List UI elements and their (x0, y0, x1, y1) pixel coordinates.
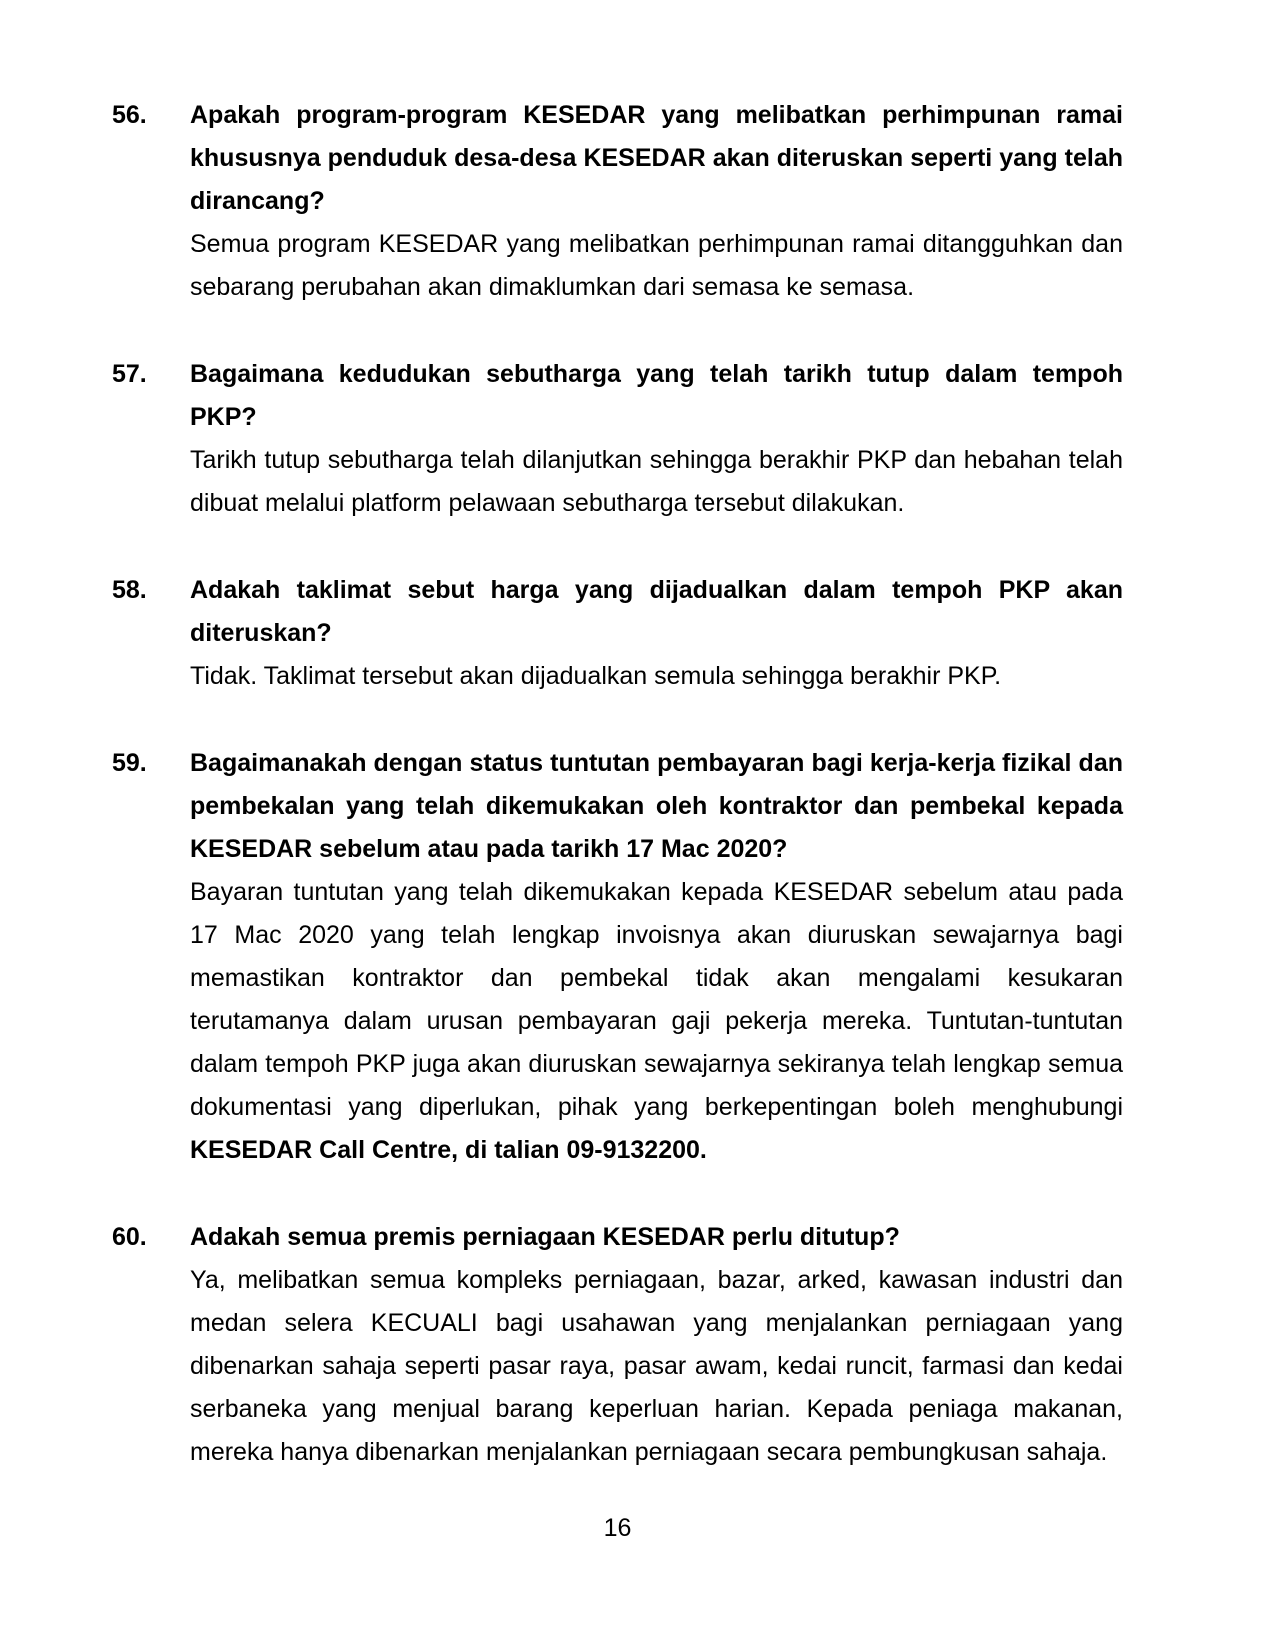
faq-answer-text: Tarikh tutup sebutharga telah dilanjutkan sehingga berakhir PKP dan hebahan telah dibuat melalui platform pelawaan sebutharga tersebut dilakukan. (190, 446, 1123, 517)
faq-question: Adakah semua premis perniagaan KESEDAR perlu ditutup? (190, 1223, 900, 1251)
faq-answer (190, 655, 1123, 698)
faq-item-number: 56. (112, 101, 147, 129)
faq-list (112, 94, 1123, 1518)
faq-answer (190, 223, 1123, 309)
faq-answer-text: Semua program KESEDAR yang melibatkan perhimpunan ramai ditangguhkan dan sebarang perubahan akan dimaklumkan dari semasa ke semasa. (190, 230, 1123, 301)
faq-item-body (190, 742, 1123, 1172)
faq-item-59 (112, 742, 1123, 1172)
faq-answer-text: Tidak. Taklimat tersebut akan dijadualkan semula sehingga berakhir PKP. (190, 662, 1002, 690)
faq-answer-text: Ya, melibatkan semua kompleks perniagaan, bazar, arked, kawasan industri dan medan selera KECUALI bagi usahawan yang menjalankan perniagaan yang dibenarkan sahaja seperti pasar raya, pasar awam, kedai runcit, farmasi dan kedai serbaneka yang menjual barang keperluan harian. Kepada peniaga makanan, mereka hanya dibenarkan menjalankan perniagaan secara pembungkusan sahaja. (190, 1266, 1123, 1466)
faq-question: Bagaimanakah dengan status tuntutan pembayaran bagi kerja-kerja fizikal dan pembekalan yang telah dikemukakan oleh kontraktor dan pembekal kepada KESEDAR sebelum atau pada tarikh 17 Mac 2020? (190, 749, 1123, 863)
faq-answer (190, 871, 1123, 1172)
faq-item-56 (112, 94, 1123, 309)
faq-item-number: 59. (112, 749, 147, 777)
faq-item-body (190, 1216, 1123, 1474)
faq-item-number: 57. (112, 360, 147, 388)
faq-answer-text: Bayaran tuntutan yang telah dikemukakan kepada KESEDAR sebelum atau pada 17 Mac 2020 yang telah lengkap invoisnya akan diuruskan sewajarnya bagi memastikan kontraktor dan pembekal tidak akan mengalami kesukaran terutamanya dalam urusan pembayaran gaji pekerja mereka. Tuntutan-tuntutan dalam tempoh PKP juga akan diuruskan sewajarnya sekiranya telah lengkap semua dokumentasi yang diperlukan, pihak yang berkepentingan boleh menghubungi (190, 878, 1123, 1121)
faq-item-57 (112, 353, 1123, 525)
faq-question: Apakah program-program KESEDAR yang melibatkan perhimpunan ramai khususnya penduduk desa-desa KESEDAR akan diteruskan seperti yang telah dirancang? (190, 101, 1123, 215)
faq-item-58 (112, 569, 1123, 698)
faq-item-body (190, 94, 1123, 309)
faq-item-number: 60. (112, 1223, 147, 1251)
page-number: 16 (603, 1514, 632, 1542)
faq-item-body (190, 569, 1123, 698)
faq-item-body (190, 353, 1123, 525)
faq-item-number: 58. (112, 576, 147, 604)
faq-question: Adakah taklimat sebut harga yang dijadualkan dalam tempoh PKP akan diteruskan? (190, 576, 1123, 647)
faq-answer (190, 1259, 1123, 1474)
faq-answer (190, 439, 1123, 525)
faq-answer-bold-text: KESEDAR Call Centre, di talian 09-9132200. (190, 1136, 707, 1164)
faq-question: Bagaimana kedudukan sebutharga yang telah tarikh tutup dalam tempoh PKP? (190, 360, 1123, 431)
faq-item-60 (112, 1216, 1123, 1474)
